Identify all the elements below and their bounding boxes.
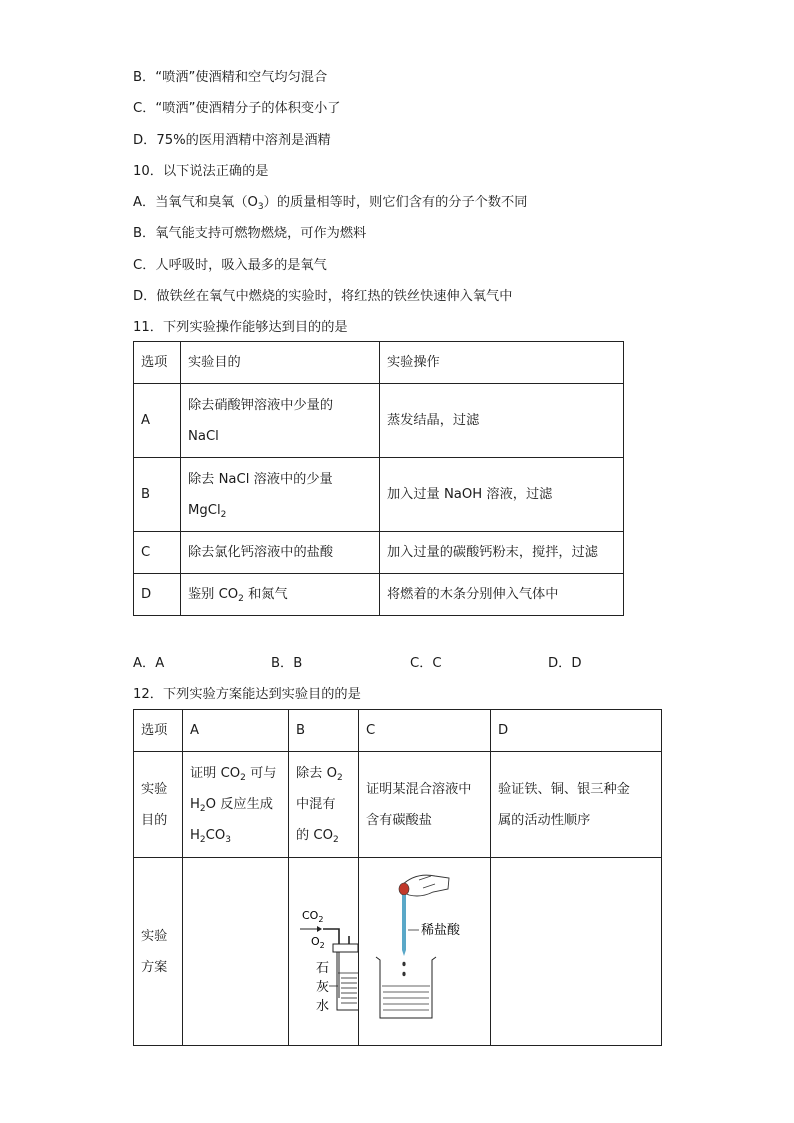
table-row bbox=[134, 574, 624, 616]
header-purpose: 实验目的 bbox=[181, 342, 380, 384]
purpose-label bbox=[134, 752, 183, 858]
row-purpose: 鉴别 $CO_2$ 和氮气 bbox=[181, 574, 380, 616]
table-header-row bbox=[134, 342, 624, 384]
q9-option-c: C．“喷洒”使酒精分子的体积变小了 bbox=[133, 101, 341, 116]
q12-table bbox=[133, 709, 662, 1046]
plan-b bbox=[289, 858, 359, 1046]
arrow-head bbox=[317, 926, 322, 932]
droplet bbox=[402, 962, 405, 966]
header-d: D bbox=[491, 710, 662, 752]
dropper-beaker-diagram bbox=[359, 858, 490, 1033]
purpose-line: 中混有 bbox=[296, 797, 336, 812]
bottle-body bbox=[337, 952, 358, 1010]
liquid-lines bbox=[338, 973, 358, 1003]
liquid-label-2: 灰 bbox=[316, 980, 330, 995]
gas-label-o2: $O_2$ bbox=[311, 935, 325, 950]
purpose-line: 证明某混合溶液中 bbox=[366, 781, 472, 797]
header-a: A bbox=[183, 710, 289, 752]
plan-row bbox=[134, 858, 662, 1046]
row-purpose: 除去氯化钙溶液中的盐酸 bbox=[181, 532, 380, 574]
purpose-b bbox=[289, 752, 359, 858]
purpose-line: MgCl$_2$ bbox=[188, 502, 227, 520]
plan-d bbox=[491, 858, 662, 1046]
liquid-label-1: 石 bbox=[316, 961, 330, 976]
q11-option-b[interactable]: B．B bbox=[271, 656, 303, 671]
row-operation: 加入过量的碳酸钙粉末，搅拌，过滤 bbox=[380, 532, 624, 574]
purpose-row bbox=[134, 752, 662, 858]
q10-option-c: C．人呼吸时，吸入最多的是氧气 bbox=[133, 258, 327, 273]
q10-stem: 10．以下说法正确的是 bbox=[133, 164, 269, 179]
table-row bbox=[134, 458, 624, 532]
dropper-tip bbox=[402, 950, 406, 956]
label-line: 目的 bbox=[141, 812, 168, 828]
row-operation: 将燃着的木条分别伸入气体中 bbox=[380, 574, 624, 616]
solution-lines bbox=[382, 986, 430, 1010]
purpose-line: $H_2O$ 反应生成 bbox=[190, 797, 273, 814]
label-line: 实验 bbox=[141, 781, 168, 797]
q11-option-a[interactable]: A．A bbox=[133, 656, 165, 671]
row-purpose bbox=[181, 458, 380, 532]
q10-option-a: A．当氧气和臭氧$(O_3)$的质量相等时，则它们含有的分子个数不同 bbox=[133, 195, 528, 212]
row-option: A bbox=[134, 384, 181, 458]
purpose-line: 验证铁、铜、银三种金 bbox=[498, 781, 630, 797]
dropper-bulb-icon bbox=[399, 883, 409, 895]
header-b: B bbox=[289, 710, 359, 752]
q11-option-d[interactable]: D．D bbox=[548, 656, 582, 671]
purpose-a bbox=[183, 752, 289, 858]
row-operation: 蒸发结晶，过滤 bbox=[380, 384, 624, 458]
q11-table bbox=[133, 341, 624, 616]
q12-stem: 12．下列实验方案能达到实验目的的是 bbox=[133, 687, 361, 702]
purpose-line: 的 $CO_2$ bbox=[296, 828, 339, 845]
liquid-label-3: 水 bbox=[316, 999, 330, 1014]
label-line: 实验 bbox=[141, 928, 168, 944]
table-header-row bbox=[134, 710, 662, 752]
plan-a bbox=[183, 858, 289, 1046]
purpose-line: NaCl bbox=[188, 428, 219, 444]
header-operation: 实验操作 bbox=[380, 342, 624, 384]
purpose-line: 属的活动性顺序 bbox=[498, 812, 591, 828]
q11-option-c[interactable]: C．C bbox=[410, 656, 442, 671]
q10-option-d: D．做铁丝在氧气中燃烧的实验时，将红热的铁丝快速伸入氧气中 bbox=[133, 289, 513, 304]
purpose-d bbox=[491, 752, 662, 858]
table-row bbox=[134, 532, 624, 574]
purpose-line: 含有碳酸盐 bbox=[366, 812, 432, 828]
purpose-line: 除去硝酸钾溶液中少量的 bbox=[188, 397, 334, 413]
label-line: 方案 bbox=[141, 959, 168, 975]
plan-label bbox=[134, 858, 183, 1046]
purpose-c bbox=[359, 752, 491, 858]
row-option: B bbox=[134, 458, 181, 532]
purpose-line: 证明 $CO_2$ 可与 bbox=[190, 766, 277, 783]
header-c: C bbox=[359, 710, 491, 752]
plan-c bbox=[359, 858, 491, 1046]
table-row bbox=[134, 384, 624, 458]
gas-label-co2: $CO_2$ bbox=[302, 909, 324, 924]
row-operation: 加入过量 NaOH 溶液，过滤 bbox=[380, 458, 624, 532]
header-option: 选项 bbox=[134, 342, 181, 384]
q9-option-b: B．“喷洒”使酒精和空气均匀混合 bbox=[133, 70, 328, 85]
row-option: D bbox=[134, 574, 181, 616]
q11-options bbox=[133, 652, 613, 672]
beaker-icon bbox=[376, 957, 436, 1018]
header-option: 选项 bbox=[134, 710, 183, 752]
q9-option-d: D．75%的医用酒精中溶剂是酒精 bbox=[133, 133, 331, 148]
reagent-label: 稀盐酸 bbox=[421, 923, 461, 938]
droplet bbox=[402, 972, 405, 976]
gas-washing-bottle-diagram bbox=[289, 858, 358, 1033]
q10-option-b: B．氧气能支持可燃物燃烧，可作为燃料 bbox=[133, 226, 367, 241]
purpose-line: 除去 NaCl 溶液中的少量 bbox=[188, 471, 333, 487]
purpose-line: 除去 $O_2$ bbox=[296, 766, 343, 783]
bottle-stopper bbox=[333, 944, 358, 952]
purpose-line: $H_2CO_3$ bbox=[190, 828, 231, 845]
row-purpose bbox=[181, 384, 380, 458]
q11-stem: 11．下列实验操作能够达到目的的是 bbox=[133, 320, 348, 335]
row-option: C bbox=[134, 532, 181, 574]
